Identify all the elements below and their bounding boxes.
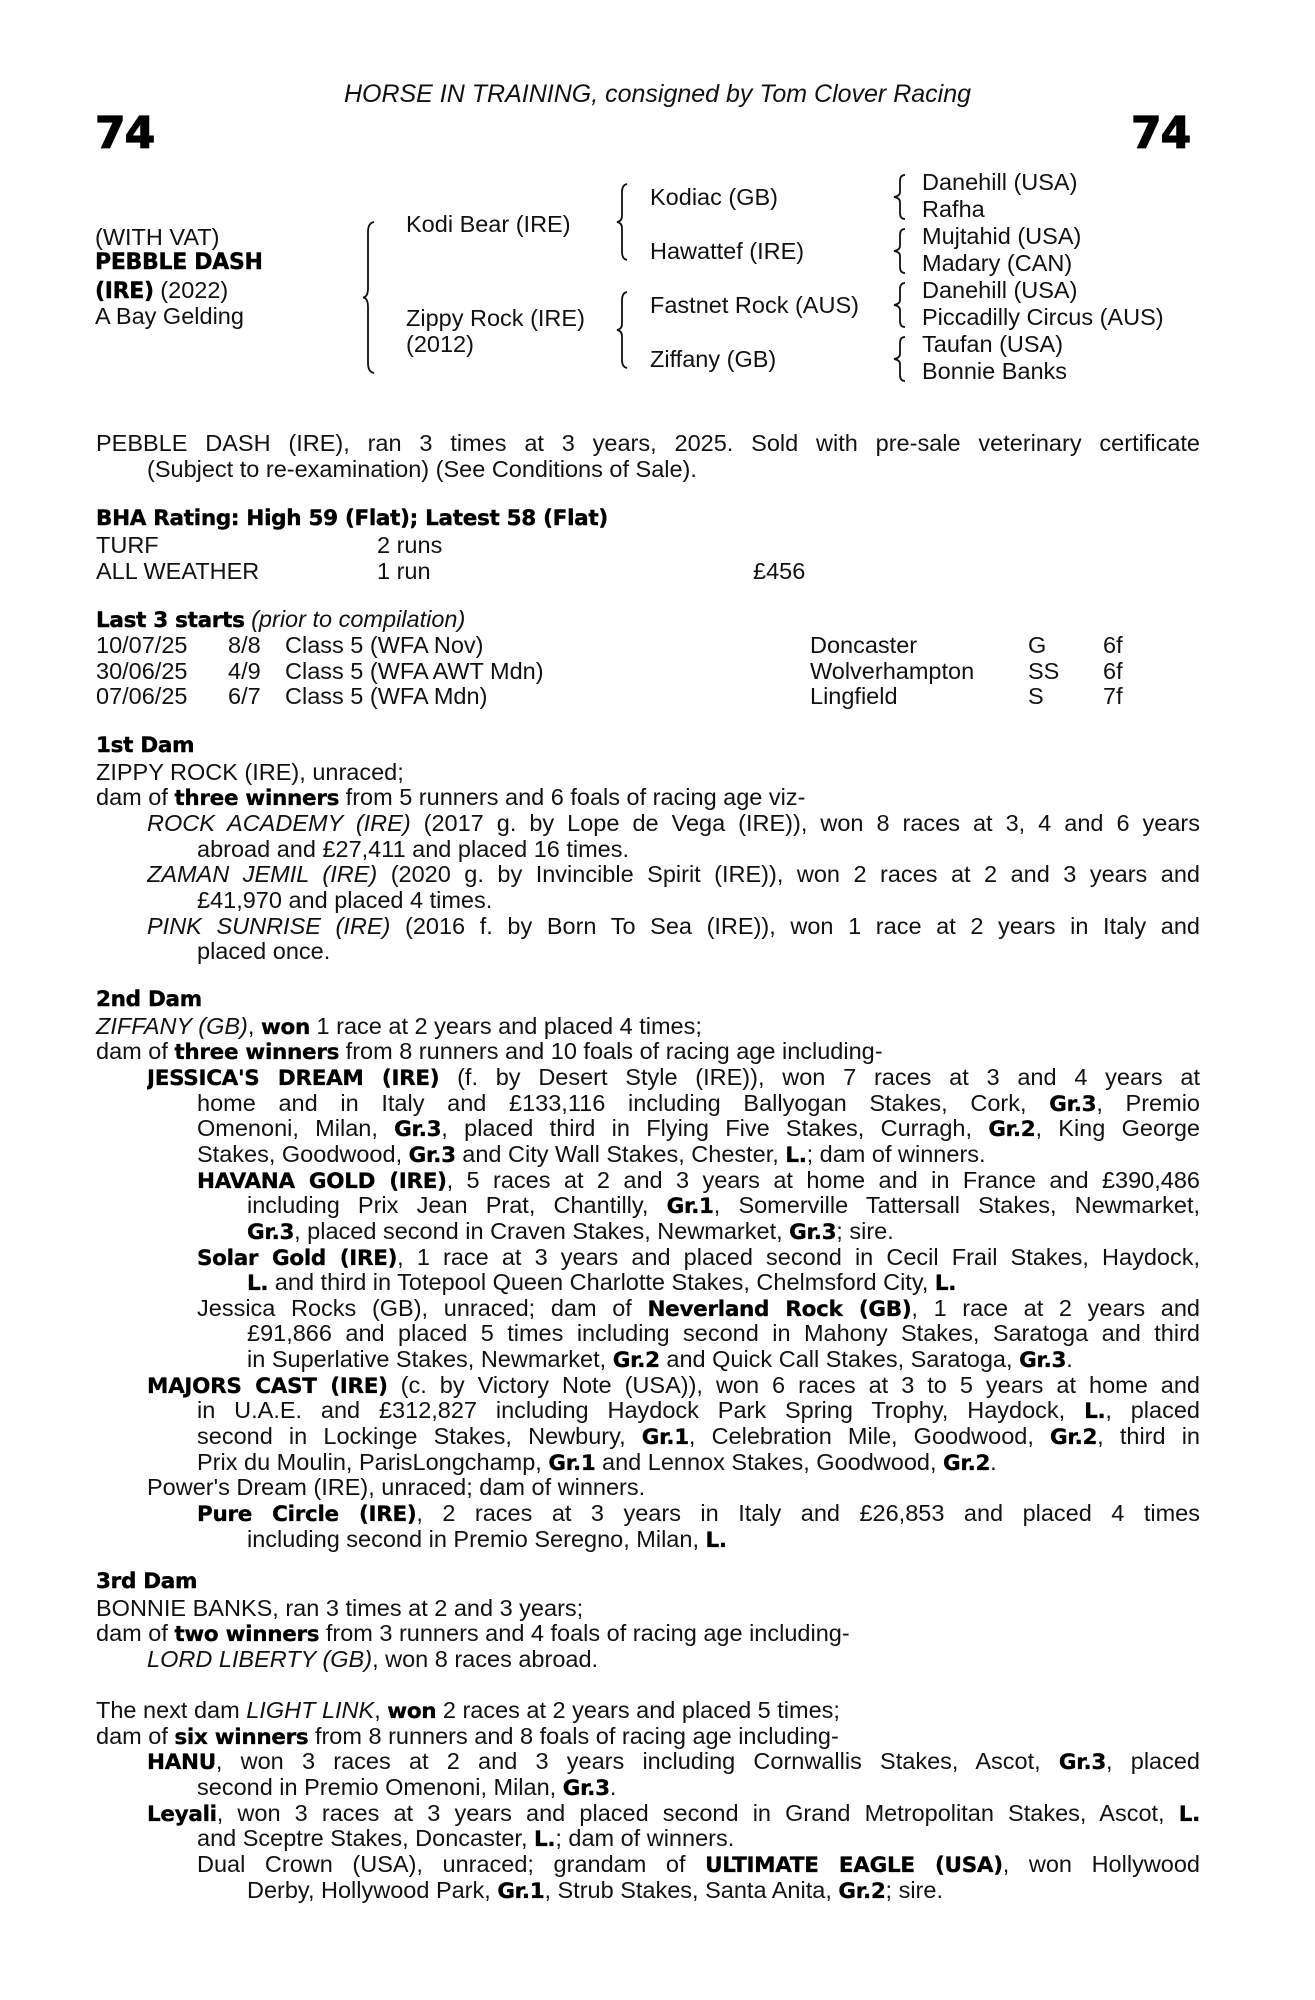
pedigree-sire-sire: Kodiac (GB) (650, 184, 778, 210)
dam-text-line (147, 1474, 645, 1500)
dam-text-line (96, 1697, 840, 1723)
text-run: , 1 race at 2 years and (911, 1294, 1200, 1321)
italic-name: ZAMAN JEMIL (IRE) (147, 861, 378, 888)
text-run: second in Lockinge Stakes, Newbury, (197, 1423, 642, 1450)
lot-number-left: 74 (95, 108, 155, 159)
bold-highlight: Gr.3 (1058, 1750, 1106, 1775)
bold-highlight: Gr.3 (394, 1117, 442, 1142)
text-run: , Strub Stakes, Santa Anita, (544, 1876, 839, 1903)
text-run: and third in Totepool Queen Charlotte Stakes, Chelmsford City, (268, 1269, 935, 1296)
horse-country: (IRE) (95, 279, 154, 304)
text-run: , won 8 races abroad. (372, 1645, 599, 1672)
bold-highlight: Solar Gold (IRE) (197, 1245, 398, 1270)
dam-text-line (147, 1646, 598, 1672)
text-run: . (1066, 1346, 1073, 1373)
dam-text-line (197, 887, 492, 913)
text-run: , won 3 races at 2 and 3 years including Cornwallis Stakes, Ascot, (215, 1748, 1059, 1775)
bold-highlight: Leyali (147, 1801, 217, 1826)
bold-highlight: L. (1084, 1399, 1106, 1424)
last-start-race: Class 5 (WFA Mdn) (285, 683, 488, 709)
pedigree-dam-sire: Fastnet Rock (AUS) (650, 292, 859, 318)
bold-highlight: L. (785, 1142, 807, 1168)
text-run: and Quick Call Stakes, Saratoga, (659, 1346, 1020, 1373)
bold-highlight: L. (1178, 1801, 1200, 1826)
text-run: home and in Italy and £133,116 including Ballyogan Stakes, Cork, (197, 1089, 1050, 1116)
last-start-pos: 6/7 (228, 683, 261, 709)
pedigree-third-gen-name: Mujtahid (USA) (922, 223, 1082, 249)
text-run: ; sire. (836, 1217, 894, 1244)
text-run: £91,866 and placed 5 times including second in Mahony Stakes, Saratoga and third (247, 1320, 1200, 1347)
text-run: including second in Premio Seregno, Milan, (247, 1525, 706, 1552)
dam-text-line (197, 1141, 986, 1167)
dam-text-line (96, 1620, 850, 1646)
last-start-pos: 8/8 (228, 632, 261, 658)
last-start-course: Doncaster (810, 632, 918, 658)
last-starts-heading-line (96, 606, 465, 634)
text-run: , 1 race at 3 years and placed second in Cecil Frail Stakes, Haydock, (397, 1243, 1200, 1270)
text-run: in Superlative Stakes, Newmarket, (247, 1346, 613, 1373)
text-run: and Sceptre Stakes, Doncaster, (197, 1825, 535, 1852)
dam-text-line (197, 836, 629, 862)
pedigree-brace-third-2 (893, 227, 907, 275)
pedigree-third-gen-name: Danehill (USA) (922, 169, 1078, 195)
text-run: and Lennox Stakes, Goodwood, (595, 1448, 944, 1475)
dam-text-line (247, 1346, 1073, 1372)
text-run: dam of (96, 784, 175, 811)
last-start-dist: 6f (1103, 657, 1123, 684)
bold-highlight: two winners (174, 1622, 320, 1648)
text-run: ; dam of winners. (806, 1140, 986, 1167)
bold-highlight: MAJORS CAST (IRE) (147, 1373, 388, 1398)
text-run: (2020 g. by Invincible Spirit (IRE)), won 2 races at 2 and 3 years and (377, 861, 1200, 888)
text-run: dam of (96, 1620, 175, 1647)
pedigree-brace-main (362, 220, 378, 375)
text-run: 1 race at 2 years and placed 4 times; (310, 1012, 702, 1039)
text-run: , third in (1097, 1423, 1200, 1450)
text-run: , Premio (1096, 1089, 1200, 1116)
horse-name-line2 (95, 277, 228, 305)
page-header-title: HORSE IN TRAINING, consigned by Tom Clover Racing (343, 80, 972, 108)
text-run: Power's Dream (IRE), unraced; dam of winners. (147, 1474, 646, 1501)
text-run: ; dam of winners. (555, 1825, 735, 1852)
bold-highlight: Gr.3 (789, 1219, 837, 1245)
bold-highlight: HAVANA GOLD (IRE) (197, 1168, 447, 1193)
text-run: , 5 races at 2 and 3 years at home and in France and £390,486 (446, 1166, 1200, 1193)
text-run: ZIPPY ROCK (IRE), unraced; (96, 758, 404, 785)
bold-highlight: Gr.2 (988, 1117, 1036, 1142)
dam-text-line (147, 861, 1200, 887)
dam-text-line (147, 1800, 1200, 1826)
bold-highlight: Neverland Rock (GB) (647, 1296, 912, 1321)
text-run: The next dam (96, 1697, 247, 1723)
text-run: Derby, Hollywood Park, (247, 1876, 498, 1903)
pedigree-brace-third-1 (893, 173, 907, 221)
bold-highlight: ULTIMATE EAGLE (USA) (705, 1852, 1003, 1877)
text-run: Stakes, Goodwood, (197, 1140, 409, 1167)
last-start-going: G (1028, 632, 1047, 658)
last-start-date: 07/06/25 (96, 683, 188, 709)
horse-foaled-year: (2022) (160, 277, 229, 303)
dam-text-line (197, 1295, 1200, 1321)
pedigree-brace-third-4 (893, 335, 907, 383)
text-run: abroad and £27,411 and placed 16 times. (197, 835, 630, 862)
text-run: , King George (1035, 1115, 1200, 1142)
rating-earnings: £456 (753, 557, 806, 584)
pedigree-third-gen-name: Piccadilly Circus (AUS) (922, 304, 1164, 330)
pedigree-brace-sire (616, 182, 630, 262)
bold-highlight: Gr.3 (562, 1775, 610, 1801)
dam-text-line (96, 784, 805, 810)
italic-name: LIGHT LINK (246, 1697, 375, 1723)
bold-highlight: Gr.1 (548, 1450, 596, 1476)
vat-note: (WITH VAT) (95, 224, 220, 250)
bha-rating-heading: BHA Rating: High 59 (Flat); Latest 58 (Flat) (96, 506, 608, 531)
dam-text-line (247, 1269, 956, 1295)
text-run: placed once. (197, 938, 331, 965)
text-run: , won Hollywood (1002, 1850, 1200, 1877)
text-run: £41,970 and placed 4 times. (197, 886, 493, 913)
text-run: dam of (96, 1038, 175, 1065)
last-start-pos: 4/9 (228, 657, 261, 684)
bold-highlight: three winners (174, 786, 340, 812)
text-run: , won 3 races at 3 years and placed second in Grand Metropolitan Stakes, Ascot, (216, 1799, 1179, 1826)
dam-text-line (247, 1192, 1200, 1218)
dam-text-line (197, 1090, 1200, 1116)
bold-highlight: Gr.2 (612, 1348, 660, 1374)
last-start-going: S (1028, 683, 1044, 709)
bold-highlight: Gr.2 (838, 1878, 886, 1904)
text-run: , placed second in Craven Stakes, Newmarket, (294, 1217, 790, 1244)
bold-highlight: won (260, 1014, 310, 1040)
text-run: , Celebration Mile, Goodwood, (688, 1423, 1051, 1450)
bold-highlight: Gr.1 (641, 1425, 689, 1450)
dam-text-line (147, 810, 1200, 836)
bold-highlight: Gr.3 (247, 1219, 295, 1245)
dam-text-line (197, 1774, 616, 1800)
dam-text-line (96, 1038, 883, 1064)
rating-runs: 1 run (377, 557, 431, 584)
lot-number-right: 74 (1131, 108, 1191, 159)
text-run: from 8 runners and 10 foals of racing age including- (339, 1038, 883, 1065)
dam-text-line (247, 1526, 727, 1552)
dam-text-line (147, 1372, 1200, 1398)
text-run: Jessica Rocks (GB), unraced; dam of (197, 1294, 648, 1321)
dam-text-line (197, 1397, 1200, 1423)
bold-highlight: Gr.2 (1050, 1425, 1098, 1450)
pedigree-third-gen-name: Taufan (USA) (922, 331, 1064, 357)
dam-text-line (197, 938, 330, 964)
text-run: including Prix Jean Prat, Chantilly, (247, 1192, 667, 1219)
bold-highlight: six winners (174, 1724, 309, 1750)
text-run: Prix du Moulin, ParisLongchamp, (197, 1448, 549, 1475)
dam-heading: 3rd Dam (96, 1569, 198, 1594)
pedigree-third-gen-name: Bonnie Banks (922, 358, 1068, 384)
dam-text-line (197, 1167, 1200, 1193)
italic-name: ZIFFANY (GB) (96, 1012, 248, 1039)
pedigree-sire: Kodi Bear (IRE) (406, 211, 571, 237)
text-run: . (990, 1448, 997, 1475)
dam-text-line (147, 913, 1200, 939)
dam-text-line (247, 1218, 894, 1244)
last-starts-note: (prior to compilation) (251, 606, 466, 632)
text-run: dam of (96, 1722, 175, 1749)
last-start-course: Lingfield (810, 683, 898, 709)
bold-highlight: JESSICA'S DREAM (IRE) (147, 1065, 440, 1090)
last-start-going: SS (1028, 657, 1060, 684)
last-start-date: 30/06/25 (96, 657, 188, 684)
text-run: (c. by Victory Note (USA)), won 6 races at 3 to 5 years at home and (387, 1371, 1200, 1398)
text-run: , 2 races at 3 years in Italy and £26,853 and placed 4 times (416, 1500, 1200, 1526)
text-run: from 3 runners and 4 foals of racing age including- (319, 1620, 850, 1647)
bold-highlight: three winners (174, 1040, 340, 1066)
bold-highlight: Gr.1 (497, 1878, 545, 1904)
text-run: from 5 runners and 6 foals of racing age viz- (339, 784, 806, 811)
dam-text-line (96, 1595, 583, 1621)
summary-line-1: PEBBLE DASH (IRE), ran 3 times at 3 years, 2025. Sold with pre-sale veterinary certificate (96, 430, 1200, 456)
bold-highlight: won (387, 1699, 437, 1724)
pedigree-third-gen-name: Rafha (922, 196, 985, 222)
dam-text-line (247, 1877, 943, 1903)
dam-text-line (147, 1748, 1200, 1774)
italic-name: LORD LIBERTY (GB) (147, 1645, 373, 1672)
bold-highlight: L. (934, 1271, 957, 1297)
text-run: (2016 f. by Born To Sea (IRE)), won 1 race at 2 years in Italy and (390, 912, 1200, 939)
text-run: and City Wall Stakes, Chester, (455, 1140, 786, 1167)
pedigree-third-gen-name: Danehill (USA) (922, 277, 1078, 303)
rating-runs: 2 runs (377, 532, 443, 558)
text-run: second in Premio Omenoni, Milan, (197, 1773, 563, 1800)
horse-description: A Bay Gelding (95, 303, 244, 329)
pedigree-third-gen-name: Madary (CAN) (922, 250, 1073, 276)
text-run: ; sire. (885, 1876, 943, 1903)
dam-text-line (197, 1115, 1200, 1141)
dam-text-line (96, 759, 404, 785)
pedigree-brace-dam (616, 290, 630, 370)
pedigree-dam: Zippy Rock (IRE) (406, 305, 585, 331)
bold-highlight: Pure Circle (IRE) (197, 1502, 417, 1526)
last-starts-heading: Last 3 starts (96, 608, 245, 633)
horse-name: PEBBLE DASH (95, 250, 263, 275)
text-run: , placed third in Flying Five Stakes, Curragh, (441, 1115, 989, 1142)
text-run: (f. by Desert Style (IRE)), won 7 races at 3 and 4 years at (439, 1063, 1200, 1090)
bold-highlight: Gr.2 (943, 1450, 991, 1476)
text-run: 2 races at 2 years and placed 5 times; (436, 1697, 840, 1723)
dam-text-line (96, 1013, 702, 1039)
pedigree-dam-dam: Ziffany (GB) (650, 346, 777, 372)
text-run: BONNIE BANKS, ran 3 times at 2 and 3 years; (96, 1594, 584, 1621)
last-start-dist: 7f (1103, 683, 1123, 709)
text-run: , placed (1105, 1397, 1200, 1424)
text-run: , (374, 1697, 388, 1723)
last-start-race: Class 5 (WFA Nov) (285, 632, 484, 658)
dam-text-line (247, 1320, 1200, 1346)
pedigree-brace-third-3 (893, 281, 907, 329)
last-start-dist: 6f (1103, 632, 1123, 658)
dam-text-line (197, 1449, 997, 1475)
dam-text-line (197, 1851, 1200, 1877)
text-run: , Somerville Tattersall Stakes, Newmarket, (713, 1192, 1200, 1219)
bold-highlight: L. (705, 1527, 727, 1553)
bold-highlight: Gr.3 (1049, 1091, 1097, 1116)
text-run: . (609, 1773, 617, 1800)
last-start-course: Wolverhampton (810, 657, 975, 684)
bold-highlight: HANU (147, 1750, 216, 1775)
text-run: in U.A.E. and £312,827 including Haydock Park Spring Trophy, Haydock, (197, 1397, 1085, 1424)
bold-highlight: Gr.3 (1019, 1348, 1067, 1374)
pedigree-sire-dam: Hawattef (IRE) (650, 238, 805, 264)
bold-highlight: L. (534, 1827, 556, 1853)
last-start-date: 10/07/25 (96, 632, 188, 658)
text-run: Omenoni, Milan, (197, 1115, 395, 1142)
text-run: Dual Crown (USA), unraced; grandam of (197, 1850, 706, 1877)
rating-surface: ALL WEATHER (96, 557, 260, 584)
rating-surface: TURF (96, 532, 159, 558)
dam-heading: 2nd Dam (96, 987, 202, 1012)
text-run: , (247, 1012, 261, 1039)
dam-text-line (197, 1500, 1200, 1526)
italic-name: PINK SUNRISE (IRE) (147, 912, 391, 939)
dam-text-line (197, 1825, 734, 1851)
bold-highlight: L. (247, 1271, 269, 1297)
text-run: from 8 runners and 8 foals of racing age including- (308, 1722, 839, 1749)
dam-text-line (96, 1723, 839, 1749)
dam-heading: 1st Dam (96, 733, 195, 758)
italic-name: ROCK ACADEMY (IRE) (147, 809, 411, 836)
dam-text-line (147, 1064, 1200, 1090)
dam-text-line (197, 1423, 1200, 1449)
summary-line-2: (Subject to re-examination) (See Conditions of Sale). (147, 456, 697, 482)
text-run: , placed (1106, 1748, 1200, 1775)
pedigree-dam-year: (2012) (406, 331, 474, 357)
bold-highlight: Gr.1 (666, 1194, 714, 1219)
dam-text-line (197, 1244, 1200, 1270)
text-run: (2017 g. by Lope de Vega (IRE)), won 8 races at 3, 4 and 6 years (410, 809, 1200, 836)
bold-highlight: Gr.3 (408, 1142, 456, 1168)
last-start-race: Class 5 (WFA AWT Mdn) (285, 657, 544, 684)
